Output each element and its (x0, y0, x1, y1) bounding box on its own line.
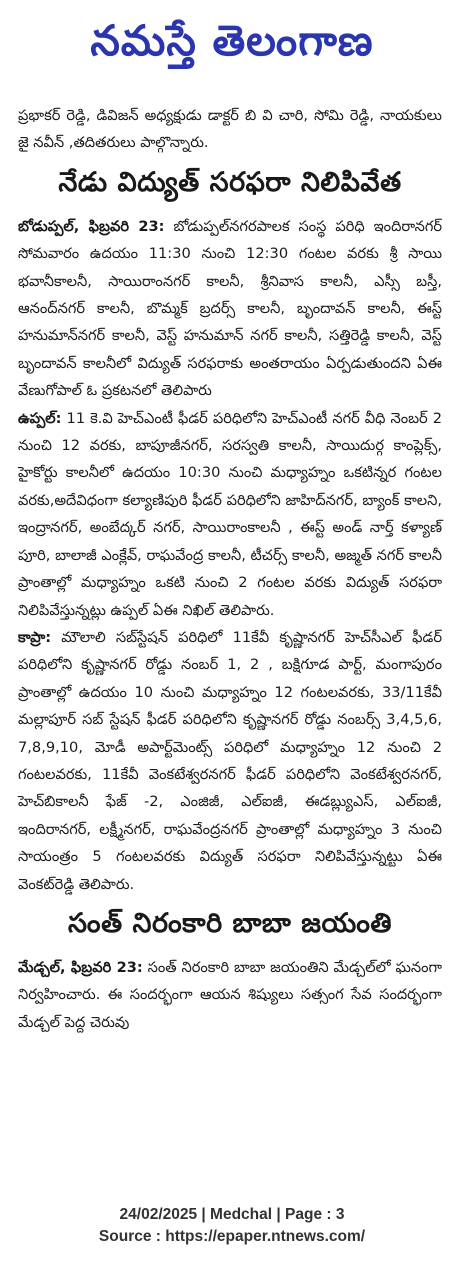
masthead (0, 0, 464, 92)
dateline: కాప్రా: (18, 628, 52, 646)
article-1-tail: ప్రభాకర్ రెడ్డి, డివిజన్ అధ్యక్షుడు డాక్టర్ బి వి చారి, సోమి రెడ్డి, నాయకులు జై నవీన్ ,తదితరులు పాల్గొన్నారు. (18, 107, 442, 152)
paragraph-text: బోడుప్పల్‌నగరపాలక సంస్థ పరిధి ఇందిరానగర్ సోమవారం ఉదయం 11:30 నుంచి 12:30 గంటల వరకు శ్రీ సాయి భవానీకాలనీ, సాయిరాంనగర్ కాలనీ, శ్రీనివాస కాలనీ, ఎస్సీ బస్తీ, ఆనంద్‌నగర్ కాలనీ, బొమ్మక్ బ్రదర్స్ కాలనీ, బృందావన్ కాలనీ, ఈస్ట్ హనుమాన్‌నగర్ కాలనీ, వెస్ట్ హనుమాన్ నగర్ కాలనీ, సత్తిరెడ్డి కాలనీ, వెస్ట్ బృందావన్ కాలనీలో విద్యుత్ సరఫరాకు అంతరాయం ఏర్పడుతుందని ఏఈ వేణుగోపాల్ ఓ ప్రకటనలో తెలిపారు (18, 217, 442, 400)
dateline: ఉప్పల్: (18, 409, 62, 427)
article-2-paragraph-1 (14, 213, 446, 405)
paragraph-text: 11 కె.వి హెచ్‌ఎంటీ ఫీడర్ పరిధిలోని హెచ్‌ఎంటీ నగర్ వీధి నెంబర్ 2 నుంచి 12 వరకు, బాపూజీనగర్, సరస్వతి కాలనీ, సాయిదుర్గ కాంప్లెక్స్, హైకోర్టు కాలనీలో ఉదయం 10:30 నుంచి మధ్యాహ్నం ఒకటిన్నర గంటల వరకు,అదేవిధంగా కల్యాణిపురి ఫీడర్ పరిధిలోని జాహిద్‌నగర్, బ్యాంక్ కాలని, ఇంద్రానగర్, అంబేద్కర్ నగర్, సాయిరాంకాలనీ , ఈస్ట్ అండ్ నార్త్ కళ్యాణ్ పూరి, బాలాజీ ఎంక్లేవ్, రాఘవేంద్ర కాలనీ, టీచర్స్ కాలనీ, అజ్మత్ నగర్ కాలనీ ప్రాంతాల్లో మధ్యాహ్నం ఒకటి నుంచి 2 గంటల వరకు విద్యుత్ సరఫరా నిలిపివేస్తున్నట్లు ఉప్పల్ ఏఈ నిఖిల్ తెలిపారు. (18, 409, 443, 619)
dateline: మేడ్చల్, ఫిబ్రవరి 23: (18, 958, 143, 976)
newspaper-logo: నమస్తే తెలంగాణ (90, 16, 374, 65)
dateline: బోడుప్పల్, ఫిబ్రవరి 23: (18, 217, 165, 235)
page-footer (0, 1204, 464, 1248)
source-link: Source : https://epaper.ntnews.com/ (98, 1228, 366, 1245)
article-2-headline: నేడు విద్యుత్ సరఫరా నిలిపివేత (58, 166, 402, 198)
article-2-paragraph-2 (14, 405, 446, 624)
article-clipping (14, 102, 446, 1190)
edition-info: 24/02/2025 | Medchal | Page : 3 (119, 1206, 345, 1223)
paragraph-text: మౌలాలి సబ్‌స్టేషన్ పరిధిలో 11కేవీ కృష్ణానగర్ హెచ్‌సీఎల్ ఫీడర్ పరిధిలోని కృష్ణానగర్ రోడ్డు నంబర్ 1, 2 , బక్షిగూడ పార్ట్, మంగాపురం ప్రాంతాల్లో ఉదయం 10 నుంచి మధ్యాహ్నం 12 గంటలవరకు, 33/11కేవీ మల్లాపూర్ సబ్ స్టేషన్ ఫీడర్ పరిధిలోని కృష్ణానగర్ రోడ్డు నంబర్స్ 3,4,5,6, 7,8,9,10, మోడీ అపార్ట్‌మెంట్స్ పరిధిలో మధ్యాహ్నం 12 నుంచి 2 గంటలవరకు, 11కేవీ వెంకటేశ్వరనగర్ ఫీడర్ పరిధిలోని వెంకటేశ్వరనగర్, హెచ్‌బికాలనీ ఫేజ్ -2, ఎంజిజీ, ఎల్ఐజీ, ఈడబ్ల్యుఎస్, ఎల్ఐజీ, ఇందిరానగర్, లక్ష్మీనగర్, రాఘవేంద్రనగర్ ప్రాంతాల్లో మధ్యాహ్నం 3 నుంచి సాయంత్రం 5 గంటలవరకు విద్యుత్ సరఫరా నిలిపివేస్తున్నట్టు ఏఈ వెంకట్‌రెడ్డి తెలిపారు. (18, 628, 442, 893)
article-3-headline: సంత్ నిరంకారి బాబా జయంతి (67, 907, 393, 939)
article-3-paragraph-1 (14, 954, 446, 1036)
article-2-paragraph-3 (14, 624, 446, 898)
paragraph-text: సంత్ నిరంకారి బాబా జయంతిని మేడ్చల్‌లో ఘనంగా నిర్వహించారు. ఈ సందర్భంగా ఆయన శిష్యులు సత్సంగ సేవ సందర్భంగా మేడ్చల్ పెద్ద చెరువు (18, 958, 442, 1031)
